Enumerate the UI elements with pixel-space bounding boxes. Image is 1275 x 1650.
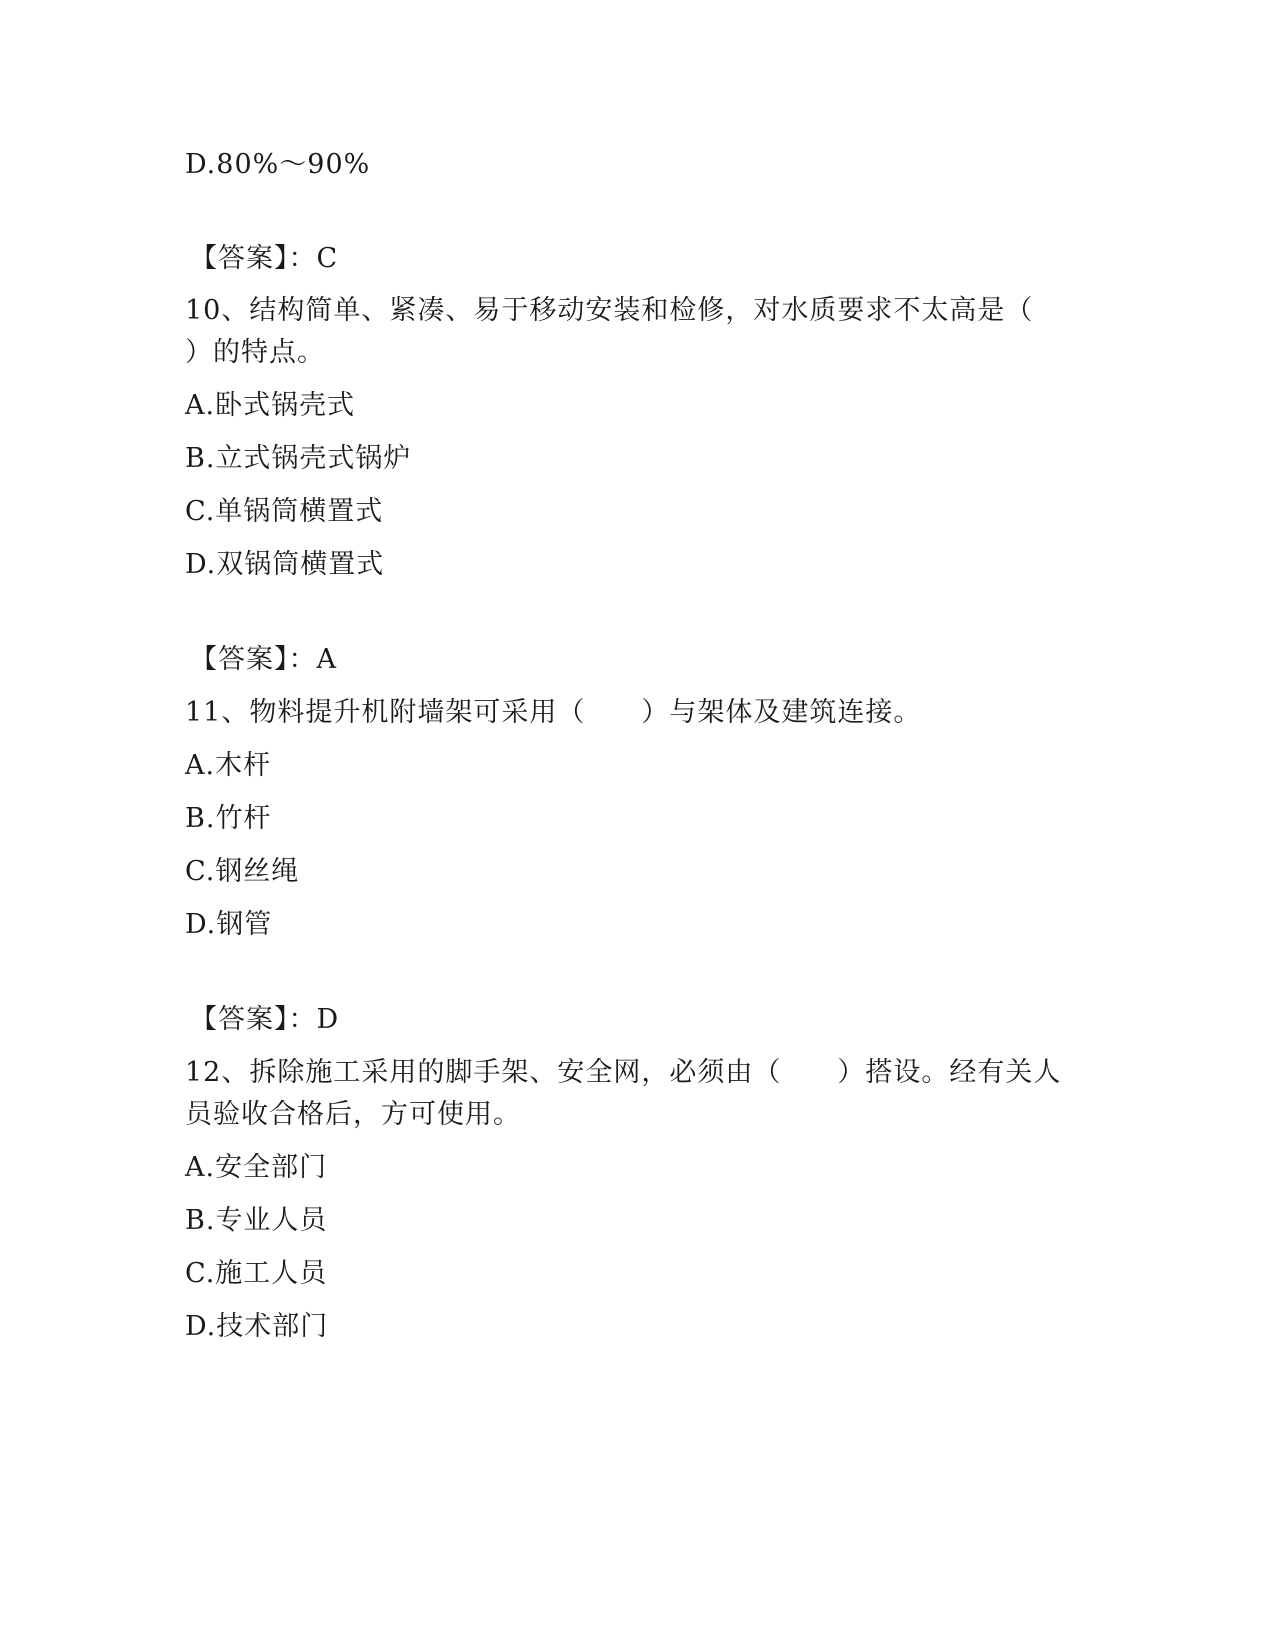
option-text: 双锅筒横置式: [216, 549, 385, 580]
option-text: 施工人员: [215, 1258, 328, 1289]
answer-label: 【答案】：: [190, 644, 317, 675]
question-11-option-d: [185, 907, 272, 943]
question-10-line-2: ）的特点。: [185, 337, 325, 368]
question-10-option-c: [185, 494, 383, 530]
option-text: 技术部门: [216, 1311, 329, 1342]
answer-value: C: [316, 243, 339, 274]
option-letter: C.: [185, 496, 216, 527]
question-10-line-1: 10、结构简单、紧凑、易于移动安装和检修，对水质要求不太高是（: [185, 295, 1034, 326]
option-text: 钢管: [216, 909, 273, 940]
option-letter: B.: [185, 1205, 216, 1236]
option-text: 钢丝绳: [215, 856, 300, 887]
answer-value: D: [316, 1004, 340, 1035]
option-text: 卧式锅壳式: [215, 390, 356, 421]
answer-label: 【答案】：: [190, 1004, 317, 1035]
answer-value: A: [316, 644, 337, 675]
question-12-option-a: [185, 1150, 327, 1186]
option-text: 木杆: [215, 750, 272, 781]
option-letter: B.: [185, 443, 216, 474]
option-letter: D.: [185, 549, 217, 580]
question-12-line-2: 员验收合格后，方可使用。: [185, 1099, 521, 1130]
answer-line-11: [190, 1002, 339, 1038]
option-text: 竹杆: [215, 803, 272, 834]
question-11-line-1: 11、物料提升机附墙架可采用（ ）与架体及建筑连接。: [185, 697, 922, 728]
question-10-option-d: [185, 547, 384, 583]
answer-line-10: [190, 642, 337, 678]
answer-line-9: [190, 241, 338, 277]
option-letter: D.: [185, 149, 217, 180]
option-d-prev: [185, 147, 370, 183]
option-text: 80%～90%: [216, 149, 371, 180]
question-10-option-a: [185, 388, 355, 424]
option-text: 专业人员: [215, 1205, 328, 1236]
option-letter: D.: [185, 909, 217, 940]
question-11-option-b: [185, 801, 271, 837]
option-letter: C.: [185, 1258, 216, 1289]
option-text: 安全部门: [215, 1152, 328, 1183]
option-letter: C.: [185, 856, 216, 887]
option-text: 立式锅壳式锅炉: [215, 443, 412, 474]
option-letter: B.: [185, 803, 216, 834]
option-letter: A.: [185, 390, 216, 421]
option-letter: A.: [185, 750, 216, 781]
option-letter: A.: [185, 1152, 216, 1183]
question-12-option-c: [185, 1256, 327, 1292]
question-10-option-b: [185, 441, 411, 477]
answer-label: 【答案】：: [190, 243, 317, 274]
question-12-option-b: [185, 1203, 327, 1239]
question-11-option-a: [185, 748, 271, 784]
question-12-line-1: 12、拆除施工采用的脚手架、安全网，必须由（ ）搭设。经有关人: [185, 1057, 1062, 1088]
option-letter: D.: [185, 1311, 217, 1342]
question-12-option-d: [185, 1309, 328, 1345]
option-text: 单锅筒横置式: [215, 496, 384, 527]
question-11-option-c: [185, 854, 299, 890]
